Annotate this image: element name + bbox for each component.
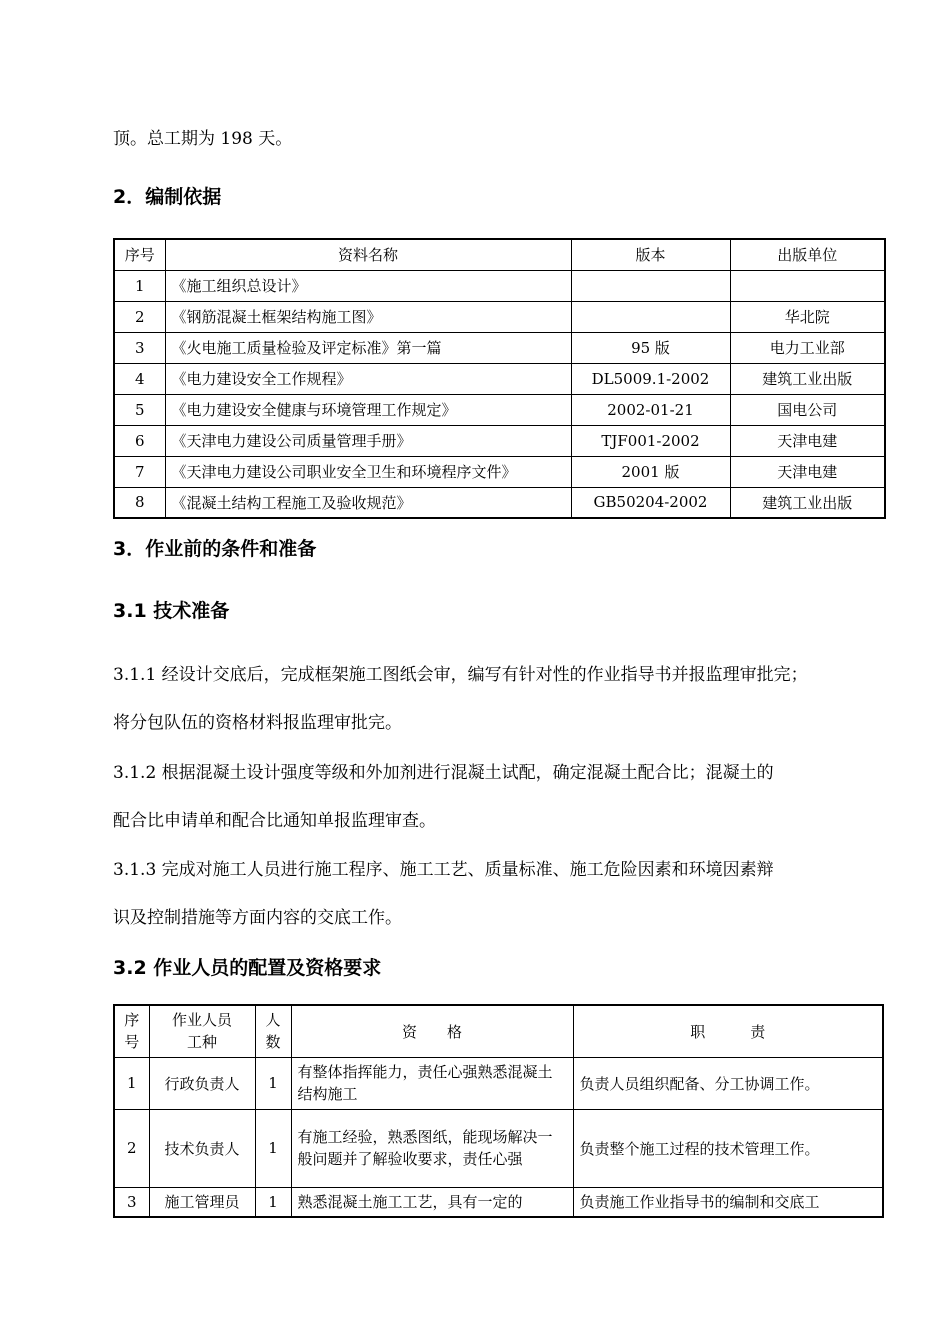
publisher: 华北院 [730,301,885,332]
document-version: DL5009.1-2002 [571,363,730,394]
table-row [114,1187,883,1217]
row-number: 2 [114,1109,149,1187]
job-type: 施工管理员 [149,1187,255,1217]
document-title: 《天津电力建设公司职业安全卫生和环境程序文件》 [165,456,571,487]
table-row [114,301,885,332]
row-number: 1 [114,1057,149,1109]
headcount: 1 [255,1057,291,1109]
header-cell: 版本 [571,239,730,270]
responsibility: 负责整个施工过程的技术管理工作。 [573,1109,883,1187]
row-number: 5 [114,394,165,425]
row-number: 8 [114,487,165,518]
section-2-heading: 2．编制依据 [113,186,222,208]
intro-line: 顶。总工期为 198 天。 [113,129,293,149]
reference-table [113,238,886,519]
paragraph-3-1-3-line-2: 识及控制措施等方面内容的交底工作。 [113,908,402,928]
document-title: 《火电施工质量检验及评定标准》第一篇 [165,332,571,363]
subsection-3-2-heading: 3.2 作业人员的配置及资格要求 [113,957,382,979]
document-version: TJF001-2002 [571,425,730,456]
publisher: 电力工业部 [730,332,885,363]
headcount: 1 [255,1187,291,1217]
document-title: 《施工组织总设计》 [165,270,571,301]
qualification: 有整体指挥能力，责任心强熟悉混凝土结构施工 [291,1057,573,1109]
row-number: 1 [114,270,165,301]
publisher: 天津电建 [730,456,885,487]
header-cell: 人数 [255,1005,291,1057]
document-version: 95 版 [571,332,730,363]
subsection-3-1-heading: 3.1 技术准备 [113,600,230,622]
paragraph-3-1-2-line-2: 配合比申请单和配合比通知单报监理审查。 [113,811,436,831]
row-number: 6 [114,425,165,456]
publisher: 天津电建 [730,425,885,456]
header-cell: 出版单位 [730,239,885,270]
qualification: 熟悉混凝土施工工艺，具有一定的 [291,1187,573,1217]
row-number: 2 [114,301,165,332]
document-version [571,270,730,301]
document-version: GB50204-2002 [571,487,730,518]
table-row [114,332,885,363]
table-header-row [114,239,885,270]
document-version [571,301,730,332]
publisher: 建筑工业出版 [730,487,885,518]
publisher [730,270,885,301]
publisher: 国电公司 [730,394,885,425]
row-number: 7 [114,456,165,487]
header-cell: 序号 [114,1005,149,1057]
qualification: 有施工经验，熟悉图纸，能现场解决一般问题并了解验收要求，责任心强 [291,1109,573,1187]
header-cell: 作业人员工种 [149,1005,255,1057]
row-number: 3 [114,332,165,363]
job-type: 行政负责人 [149,1057,255,1109]
paragraph-3-1-3-line-1: 3.1.3 完成对施工人员进行施工程序、施工工艺、质量标准、施工危险因素和环境因素辩 [113,860,774,880]
responsibility: 负责人员组织配备、分工协调工作。 [573,1057,883,1109]
header-cell: 资 格 [291,1005,573,1057]
document-title: 《钢筋混凝土框架结构施工图》 [165,301,571,332]
document-version: 2002-01-21 [571,394,730,425]
table-header-row [114,1005,883,1057]
paragraph-3-1-1-line-2: 将分包队伍的资格材料报监理审批完。 [113,713,402,733]
document-title: 《电力建设安全健康与环境管理工作规定》 [165,394,571,425]
responsibility: 负责施工作业指导书的编制和交底工 [573,1187,883,1217]
document-title: 《混凝土结构工程施工及验收规范》 [165,487,571,518]
headcount: 1 [255,1109,291,1187]
row-number: 4 [114,363,165,394]
table-row [114,1057,883,1109]
document-version: 2001 版 [571,456,730,487]
document-title: 《电力建设安全工作规程》 [165,363,571,394]
table-row [114,270,885,301]
table-row [114,487,885,518]
paragraph-3-1-1-line-1: 3.1.1 经设计交底后，完成框架施工图纸会审，编写有针对性的作业指导书并报监理审批完； [113,665,808,685]
table-row [114,456,885,487]
job-type: 技术负责人 [149,1109,255,1187]
table-row [114,394,885,425]
row-number: 3 [114,1187,149,1217]
header-cell: 职 责 [573,1005,883,1057]
header-cell: 序号 [114,239,165,270]
staffing-table [113,1004,884,1218]
table-row [114,363,885,394]
publisher: 建筑工业出版 [730,363,885,394]
section-3-heading: 3．作业前的条件和准备 [113,538,317,560]
table-row [114,425,885,456]
header-cell: 资料名称 [165,239,571,270]
paragraph-3-1-2-line-1: 3.1.2 根据混凝土设计强度等级和外加剂进行混凝土试配，确定混凝土配合比；混凝土的 [113,763,774,783]
table-row [114,1109,883,1187]
document-title: 《天津电力建设公司质量管理手册》 [165,425,571,456]
